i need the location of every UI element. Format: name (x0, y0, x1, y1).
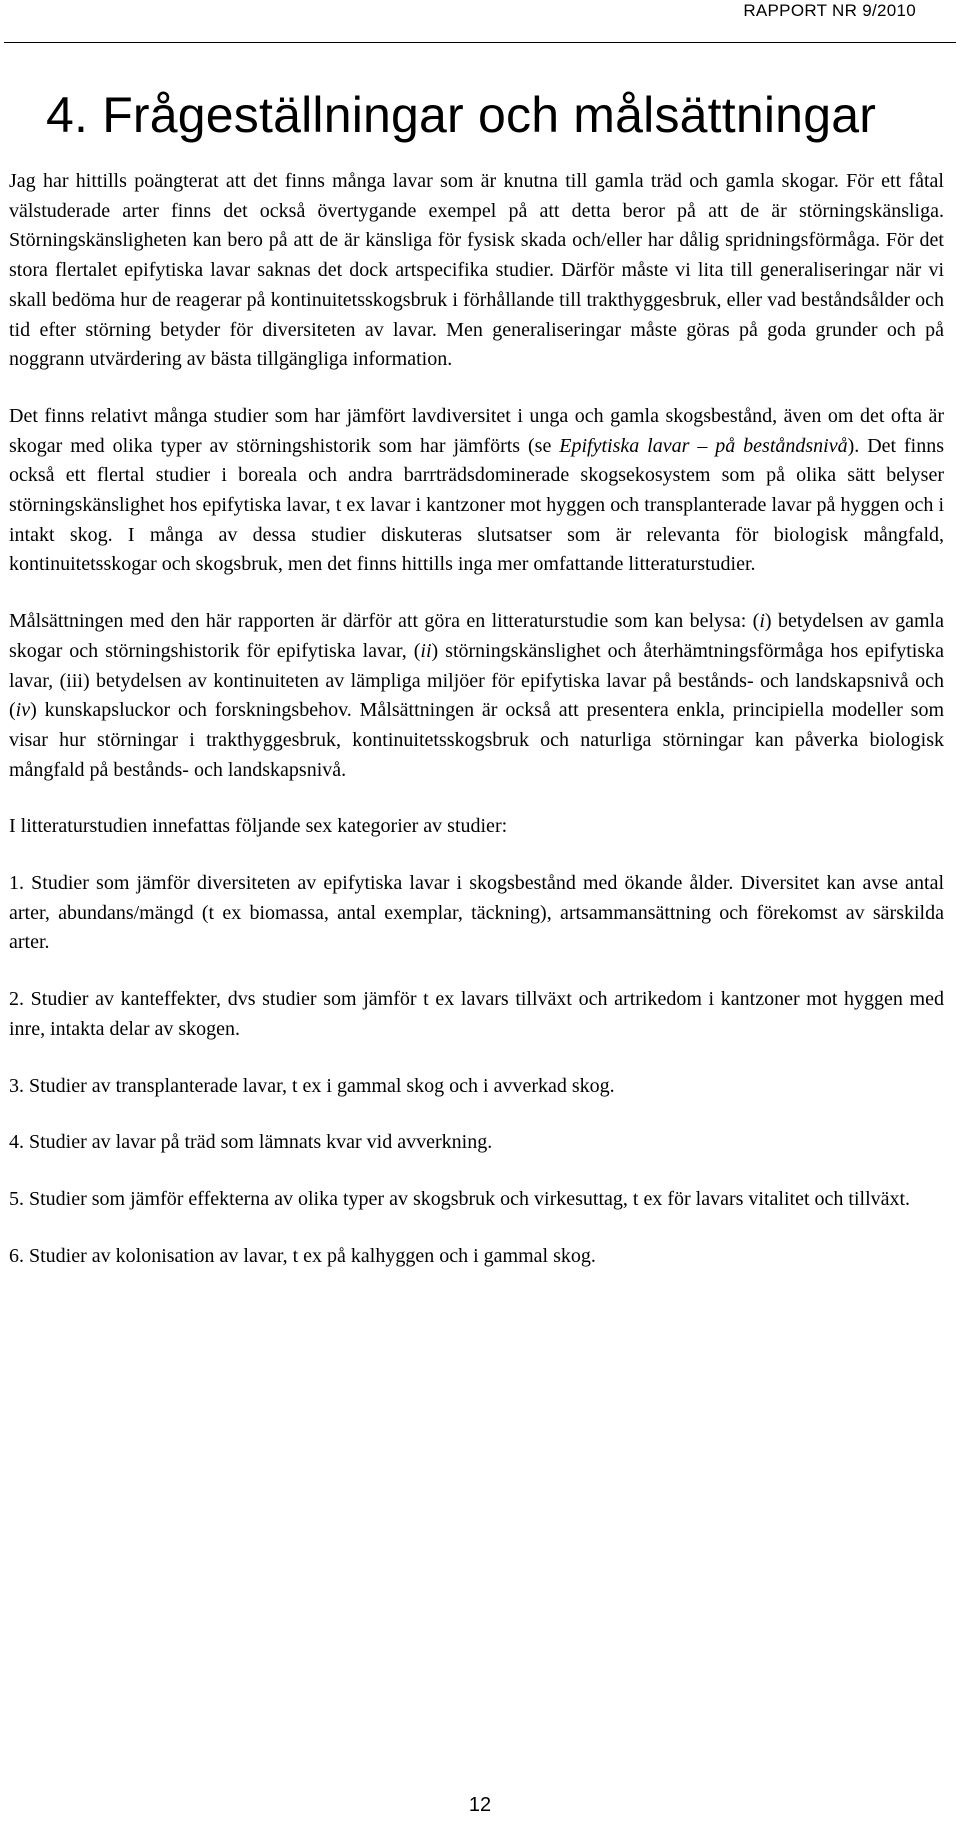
category-item-6: 6. Studier av kolonisation av lavar, t ex på kalhyggen och i gammal skog. (9, 1244, 596, 1267)
category-item-3: 3. Studier av transplanterade lavar, t ex i gammal skog och i avverkad skog. (9, 1074, 615, 1097)
header-divider (4, 42, 956, 43)
text-run: ) kunskapsluckor och forskningsbehov. Målsättningen är också att presentera enkla, principiella modeller som visar hur störningar i trakthyggesbruk, kontinuitetsskogsbruk och naturliga störningar kan påverka biologisk mångfald på bestånds- och landskapsnivå. (9, 699, 944, 781)
chapter-title: 4. Frågeställningar och målsättningar (46, 87, 877, 143)
page-number: 12 (468, 1794, 492, 1816)
report-number-header: RAPPORT NR 9/2010 (743, 1, 916, 20)
text-run: ) störningskänslighet och återhämtningsförmåga hos epifytiska lavar, (iii) betydelsen av kontinuiteten av lämpliga miljöer för epifytiska lavar på bestånds- och landskapsnivå och ( (9, 639, 944, 722)
enum-marker-iv: iv (15, 699, 31, 722)
enum-marker-i: i (759, 610, 765, 633)
category-item-5: 5. Studier som jämför effekterna av olika typer av skogsbruk och virkesuttag, t ex för lavars vitalitet och tillväxt. (9, 1187, 911, 1210)
category-item-1: 1. Studier som jämför diversiteten av epifytiska lavar i skogsbestånd med ökande ålder. Diversitet kan avse antal arter, abundans/mängd (t ex biomassa, antal exemplar, täckning), artsammansättning och förekomst av särskilda arter. (9, 872, 944, 954)
paragraph-previous-studies (9, 402, 944, 580)
body-text (9, 167, 944, 1298)
category-item-2: 2. Studier av kanteffekter, dvs studier som jämför t ex lavars tillväxt och artrikedom i kantzoner mot hyggen med inre, intakta delar av skogen. (9, 988, 944, 1040)
text-run: ). Det finns också ett flertal studier i boreala och andra barrträdsdominerade skogsekosystem som på olika sätt belyser störningskänslighet hos epifytiska lavar, t ex lavar i kantzoner mot hyggen och transplanterade lavar på hyggen och i intakt skog. I många av dessa studier diskuteras slutsatser som är relevanta för biologisk mångfald, kontinuitetsskogar och skogsbruk, men det finns hittills inga mer omfattande litteraturstudier. (9, 434, 944, 576)
text-run: Målsättningen med den här rapporten är därför att göra en litteraturstudie som kan belysa: ( (9, 610, 760, 633)
paragraph-intro: Jag har hittills poängterat att det finns många lavar som är knutna till gamla träd och gamla skogar. För ett fåtal välstuderade arter finns det också övertygande exempel på att detta beror på att de är störningskänsliga. Störningskänsligheten kan bero på att de är känsliga för fysisk skada och/eller har dålig spridningsförmåga. För det stora flertalet epifytiska lavar saknas det dock artspecifika studier. Därför måste vi lita till generaliseringar när vi skall bedöma hur de reagerar på kontinuitetsskogsbruk i förhållande till trakthyggesbruk, eller vad beståndsålder och tid efter störning betyder för diversiteten av lavar. Men generaliseringar måste göras på goda grunder och på noggrann utvärdering av bästa tillgängliga information. (9, 170, 944, 371)
paragraph-category-intro: I litteraturstudien innefattas följande sex kategorier av studier: (9, 815, 508, 838)
category-item-4: 4. Studier av lavar på träd som lämnats kvar vid avverkning. (9, 1131, 493, 1154)
text-run: ) betydelsen av gamla skogar och störningshistorik för epifytiska lavar, ( (9, 610, 944, 662)
text-run: Det finns relativt många studier som har jämfört lavdiversitet i unga och gamla skogsbestånd, även om det ofta är skogar med olika typer av störningshistorik som har jämförts (se (9, 404, 944, 457)
paragraph-objectives (9, 607, 944, 785)
cross-reference-link: Epifytiska lavar – på beståndsnivå (559, 434, 848, 457)
enum-marker-ii: ii (420, 639, 432, 662)
